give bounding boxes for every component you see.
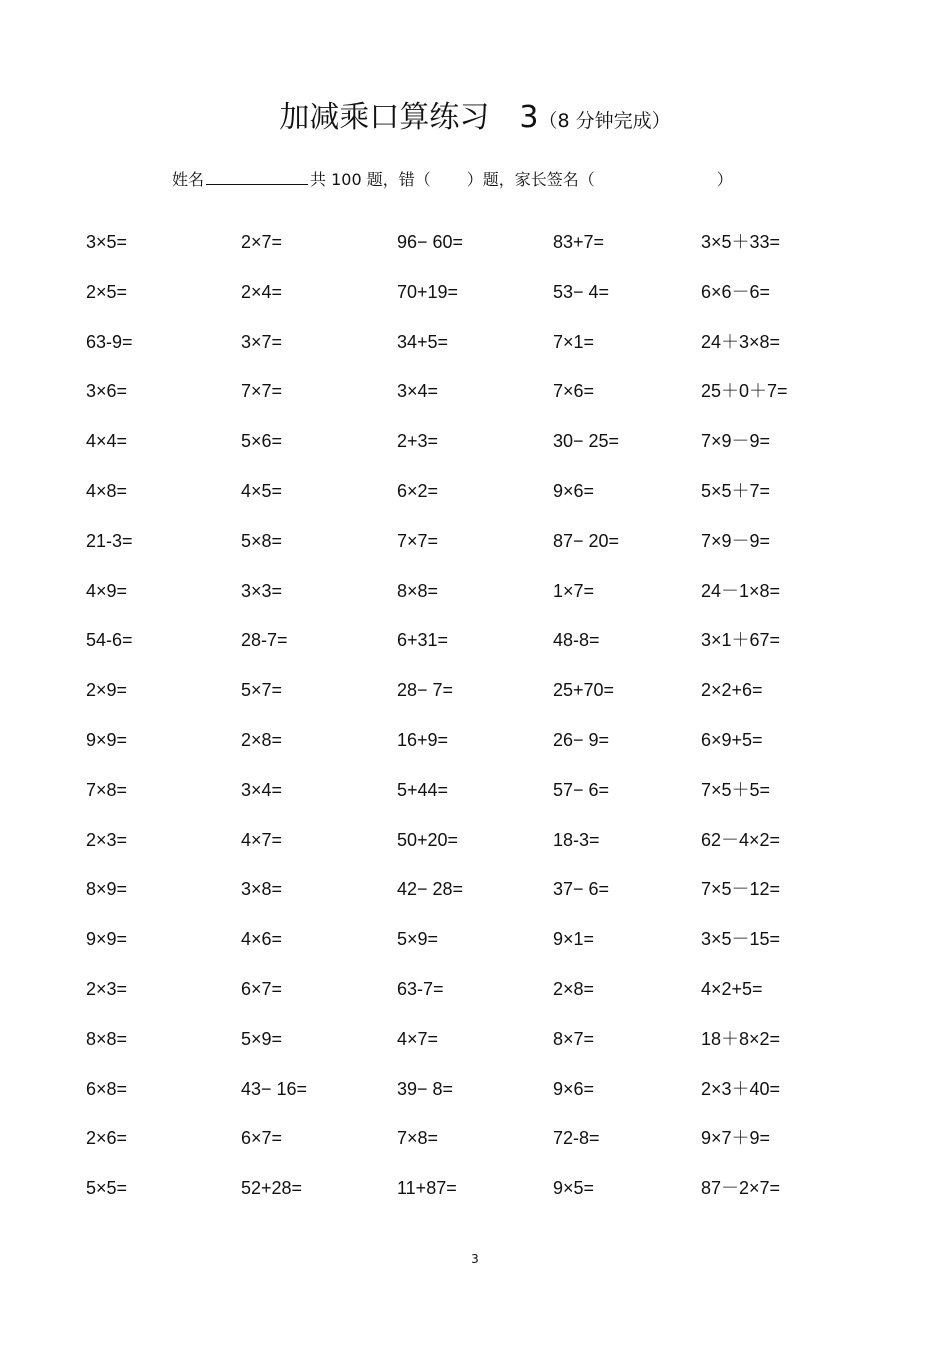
problem-cell: 87－2×7= — [701, 1178, 781, 1199]
problem-cell: 70+19= — [397, 281, 459, 302]
problem-cell: 8×8= — [86, 1028, 128, 1049]
problem-cell: 9×9= — [86, 729, 128, 750]
problem-cell: 7×5＋5= — [701, 779, 771, 800]
problem-cell: 6+31= — [397, 630, 449, 651]
problem-cell: 37− 6= — [553, 879, 610, 900]
problem-cell: 1×7= — [553, 580, 595, 601]
problem-cell: 4×4= — [86, 431, 128, 452]
problem-cell: 2+3= — [397, 431, 439, 452]
problem-cell: 6×7= — [241, 978, 283, 999]
problem-cell: 25＋0＋7= — [701, 381, 788, 402]
problem-cell: 5×5= — [86, 1178, 128, 1199]
problem-cell: 2×4= — [241, 281, 283, 302]
problem-cell: 7×7= — [397, 530, 439, 551]
problem-cell: 43− 16= — [241, 1078, 308, 1099]
title-sub: （8 分钟完成） — [538, 110, 671, 132]
problem-cell: 16+9= — [397, 729, 449, 750]
problem-cell: 9×6= — [553, 1078, 595, 1099]
problem-cell: 62－4×2= — [701, 829, 781, 850]
problem-cell: 52+28= — [241, 1178, 303, 1199]
info-line — [172, 166, 733, 193]
problem-cell: 7×8= — [86, 779, 128, 800]
problem-cell: 54-6= — [86, 630, 133, 651]
title-number: 3 — [519, 100, 539, 135]
problem-cell: 3×6= — [86, 381, 128, 402]
problem-cell: 7×9－9= — [701, 530, 771, 551]
problem-cell: 42− 28= — [397, 879, 464, 900]
problem-cell: 6×6－6= — [701, 281, 771, 302]
problem-cell: 50+20= — [397, 829, 459, 850]
problem-cell: 3×3= — [241, 580, 283, 601]
problem-cell: 5×5＋7= — [701, 480, 771, 501]
problem-cell: 3×4= — [397, 381, 439, 402]
problem-cell: 39− 8= — [397, 1078, 454, 1099]
name-blank[interactable] — [206, 166, 308, 185]
problem-cell: 24＋3×8= — [701, 331, 781, 352]
problem-cell: 4×8= — [86, 480, 128, 501]
problem-cell: 8×9= — [86, 879, 128, 900]
problem-cell: 28-7= — [241, 630, 288, 651]
title-main: 加减乘口算练习 — [279, 100, 490, 135]
problem-cell: 63-9= — [86, 331, 133, 352]
problem-cell: 4×6= — [241, 929, 283, 950]
problem-cell: 2×3＋40= — [701, 1078, 781, 1099]
problem-cell: 3×4= — [241, 779, 283, 800]
problem-cell: 8×8= — [397, 580, 439, 601]
problem-cell: 2×5= — [86, 281, 128, 302]
problem-cell: 53− 4= — [553, 281, 610, 302]
problem-cell: 7×7= — [241, 381, 283, 402]
problem-cell: 9×7＋9= — [701, 1128, 771, 1149]
problem-cell: 5×7= — [241, 680, 283, 701]
problem-cell: 2×8= — [241, 729, 283, 750]
problem-cell: 9×9= — [86, 929, 128, 950]
problem-cell: 5×8= — [241, 530, 283, 551]
problem-cell: 57− 6= — [553, 779, 610, 800]
problem-cell: 96− 60= — [397, 232, 464, 252]
problem-cell: 2×8= — [553, 978, 595, 999]
problem-cell: 3×5－15= — [701, 929, 781, 950]
problem-cell: 2×2+6= — [701, 680, 763, 701]
problem-cell: 4×2+5= — [701, 978, 763, 999]
problem-cell: 2×3= — [86, 829, 128, 850]
problem-cell: 4×7= — [397, 1028, 439, 1049]
problem-cell: 26− 9= — [553, 729, 610, 750]
problem-cell: 3×7= — [241, 331, 283, 352]
close-paren: ） — [716, 170, 733, 189]
problem-cell: 3×1＋67= — [701, 630, 781, 651]
problem-cell: 2×3= — [86, 978, 128, 999]
problem-cell: 4×7= — [241, 829, 283, 850]
problem-cell: 9×5= — [553, 1178, 595, 1199]
problem-cell: 2×9= — [86, 680, 128, 701]
problem-cell: 7×9－9= — [701, 431, 771, 452]
after-errors-label: ）题，家长签名（ — [466, 170, 595, 189]
problem-cell: 7×6= — [553, 381, 595, 402]
problem-cell: 63-7= — [397, 978, 444, 999]
problem-cell: 72-8= — [553, 1128, 600, 1149]
problem-cell: 18-3= — [553, 829, 600, 850]
problem-cell: 6×8= — [86, 1078, 128, 1099]
problem-cell: 30− 25= — [553, 431, 620, 452]
problem-cell: 3×8= — [241, 879, 283, 900]
problem-cell: 83+7= — [553, 232, 605, 252]
problem-cell: 9×6= — [553, 480, 595, 501]
problem-cell: 6×7= — [241, 1128, 283, 1149]
problem-cell: 7×8= — [397, 1128, 439, 1149]
problem-cell: 24－1×8= — [701, 580, 781, 601]
total-label: 共 100 题，错（ — [310, 170, 431, 189]
problem-cell: 4×9= — [86, 580, 128, 601]
problem-cell: 6×2= — [397, 480, 439, 501]
problem-cell: 2×7= — [241, 232, 283, 252]
problem-cell: 7×5－12= — [701, 879, 781, 900]
problem-cell: 4×5= — [241, 480, 283, 501]
problem-cell: 48-8= — [553, 630, 600, 651]
problem-cell: 3×5= — [86, 232, 128, 252]
problem-cell: 8×7= — [553, 1028, 595, 1049]
problem-cell: 5×6= — [241, 431, 283, 452]
page-number: 3 — [471, 1252, 479, 1266]
problem-cell: 5×9= — [241, 1028, 283, 1049]
problem-cell: 28− 7= — [397, 680, 454, 701]
problem-cell: 3×5＋33= — [701, 232, 781, 252]
problem-cell: 21-3= — [86, 530, 133, 551]
problem-cell: 25+70= — [553, 680, 615, 701]
problem-cell: 87− 20= — [553, 530, 620, 551]
problem-cell: 5×9= — [397, 929, 439, 950]
problem-cell: 6×9+5= — [701, 729, 763, 750]
problem-cell: 2×6= — [86, 1128, 128, 1149]
problem-cell: 5+44= — [397, 779, 449, 800]
problem-cell: 18＋8×2= — [701, 1028, 781, 1049]
problem-cell: 34+5= — [397, 331, 449, 352]
problem-cell: 11+87= — [397, 1178, 457, 1199]
problem-cell: 7×1= — [553, 331, 595, 352]
name-label: 姓名 — [172, 170, 205, 189]
problem-cell: 9×1= — [553, 929, 595, 950]
page-title — [0, 98, 950, 141]
